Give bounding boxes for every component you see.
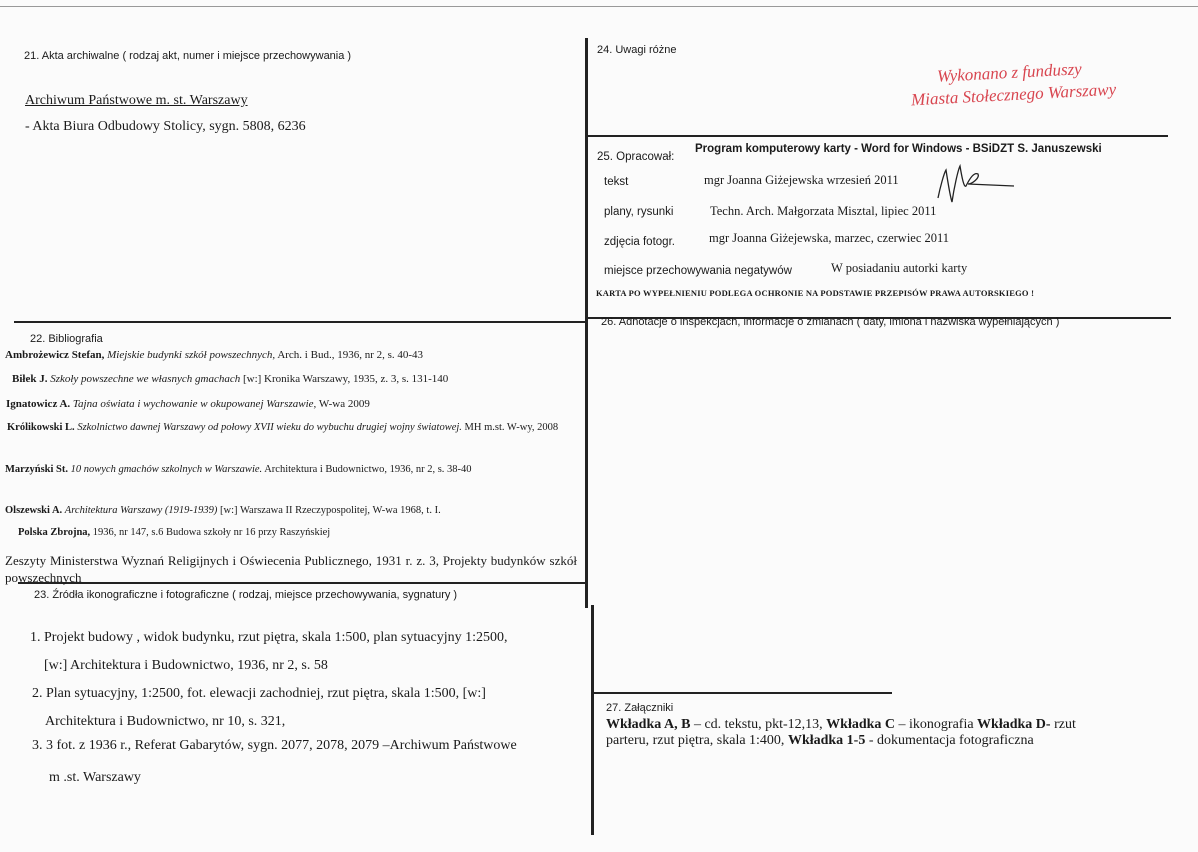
s27-attachments-line2 xyxy=(606,733,1034,749)
copyright-notice: KARTA PO WYPEŁNIENIU PODLEGA OCHRONIE NA PODSTAWIE PRZEPISÓW PRAWA AUTORSKIEGO ! xyxy=(596,288,1035,298)
funding-stamp-line2: Miasta Stołecznego Warszawy xyxy=(910,79,1117,110)
s25-row-label: zdjęcia fotogr. xyxy=(604,236,675,248)
bib-rest: [w:] Warszawa II Rzeczypospolitej, W-wa 1968, t. I. xyxy=(220,505,441,516)
attachment-a-b: Wkładka A, B xyxy=(606,717,691,732)
center-divider-lower xyxy=(591,605,594,835)
divider-26-27 xyxy=(594,692,892,694)
s23-header: 23. Źródła ikonograficzne i fotograficzne ( rodzaj, miejsce przechowywania, sygnatury ) xyxy=(34,589,458,601)
bib-rest: 1936, nr 147, s.6 Budowa szkoły nr 16 przy Raszyńskiej xyxy=(92,527,331,538)
s23-item-2b: Architektura i Budownictwo, nr 10, s. 321, xyxy=(45,714,286,729)
bib-rest: MH m.st. W-wy, 2008 xyxy=(464,422,559,433)
divider-21-22 xyxy=(14,321,586,323)
top-edge-line xyxy=(0,6,1198,7)
attachment-1-5: Wkładka 1-5 xyxy=(787,733,866,748)
s25-row-label: plany, rysunki xyxy=(604,206,674,218)
s27-attachments-line1 xyxy=(606,717,1076,733)
bib-author: Biłek J. xyxy=(12,373,48,385)
s23-item-1a: 1. Projekt budowy , widok budynku, rzut piętra, skala 1:500, plan sytuacyjny 1:2500, xyxy=(30,630,508,645)
bib-entry xyxy=(12,373,448,385)
s26-header: 26. Adnotacje o inspekcjach, informacje o zmianach ( daty, imiona i nazwiska wypełniających ) xyxy=(601,316,1060,328)
s22-header: 22. Bibliografia xyxy=(30,333,103,345)
bib-author: Olszewski A. xyxy=(5,505,63,516)
attachment-d: Wkładka D- xyxy=(977,717,1051,732)
s24-header: 24. Uwagi różne xyxy=(597,44,677,56)
bib-entry xyxy=(5,462,575,477)
bib-title: 10 nowych gmachów szkolnych w Warszawie. xyxy=(70,464,263,475)
attachment-c: Wkładka C xyxy=(826,717,896,732)
attachment-d-desc: rzut xyxy=(1050,717,1076,732)
bib-rest: Arch. i Bud., 1936, nr 2, s. 40-43 xyxy=(277,349,424,361)
bib-rest: W-wa 2009 xyxy=(318,398,370,410)
attachment-a-b-desc: – cd. tekstu, pkt-12,13, xyxy=(690,717,827,732)
s25-row-value: W posiadaniu autorki karty xyxy=(831,261,968,275)
attachment-1-5-desc: - dokumentacja fotograficzna xyxy=(865,733,1034,748)
center-divider xyxy=(585,38,588,608)
s25-row-label: tekst xyxy=(604,176,629,188)
bib-author: Ignatowicz A. xyxy=(6,398,71,410)
s25-row-value: Techn. Arch. Małgorzata Misztal, lipiec 2011 xyxy=(710,204,937,218)
bib-entry xyxy=(6,398,370,410)
bib-rest: Architektura i Budownictwo, 1936, nr 2, s. 38-40 xyxy=(264,464,472,475)
bib-author: Królikowski L. xyxy=(7,422,75,433)
bib-author: Polska Zbrojna, xyxy=(18,527,91,538)
s23-item-1b: [w:] Architektura i Budownictwo, 1936, nr 2, s. 58 xyxy=(44,658,328,673)
bib-rest: [w:] Kronika Warszawy, 1935, z. 3, s. 131-140 xyxy=(242,373,449,385)
s23-item-2a: 2. Plan sytuacyjny, 1:2500, fot. elewacji zachodniej, rzut piętra, skala 1:500, [w:] xyxy=(32,686,486,701)
bib-entry xyxy=(7,421,577,435)
bib-title: Architektura Warszawy (1919-1939) xyxy=(64,505,218,516)
divider-24-25 xyxy=(588,135,1168,137)
bib-rest: Zeszyty Ministerstwa Wyznań Religijnych i Oświecenia Publicznego, 1931 r. z. 3, Projekty budynków szkół powszechnych xyxy=(5,553,577,585)
s25-label: 25. Opracował: xyxy=(597,151,675,163)
signature-icon xyxy=(928,158,1018,208)
s21-archive-name: Archiwum Państwowe m. st. Warszawy xyxy=(25,93,248,108)
bib-entry xyxy=(5,349,423,361)
bib-author: Ambrożewicz Stefan, xyxy=(5,349,105,361)
s21-archive-files: - Akta Biura Odbudowy Stolicy, sygn. 5808, 6236 xyxy=(25,119,306,134)
bib-entry xyxy=(5,552,577,586)
funding-stamp-line1: Wykonano z funduszy xyxy=(936,59,1083,86)
bib-title: Szkoły powszechne we własnych gmachach xyxy=(50,373,241,385)
s25-row-value: mgr Joanna Giżejewska wrzesień 2011 xyxy=(704,173,899,187)
s27-header: 27. Załączniki xyxy=(606,702,674,714)
bib-title: Miejskie budynki szkół powszechnych, xyxy=(107,349,276,361)
s23-item-3b: m .st. Warszawy xyxy=(49,770,141,785)
s25-row-value: mgr Joanna Giżejewska, marzec, czerwiec 2011 xyxy=(709,231,950,245)
s25-program: Program komputerowy karty - Word for Windows - BSiDZT S. Januszewski xyxy=(695,143,1102,155)
attachment-c-desc: – ikonografia xyxy=(895,717,978,732)
s21-header: 21. Akta archiwalne ( rodzaj akt, numer i miejsce przechowywania ) xyxy=(24,50,352,62)
bib-author: Marzyński St. xyxy=(5,464,68,475)
bib-entry xyxy=(18,527,330,538)
s25-row-label: miejsce przechowywania negatywów xyxy=(604,265,792,277)
s23-item-3a: 3. 3 fot. z 1936 r., Referat Gabarytów, sygn. 2077, 2078, 2079 –Archiwum Państwowe xyxy=(32,738,517,753)
bib-title: Szkolnictwo dawnej Warszawy od połowy XVII wieku do wybuchu drugiej wojny światowej. xyxy=(77,422,462,433)
bib-title: Tajna oświata i wychowanie w okupowanej Warszawie, xyxy=(72,398,317,410)
attachment-d-desc-cont: parteru, rzut piętra, skala 1:400, xyxy=(606,733,788,748)
bib-entry xyxy=(5,505,441,516)
